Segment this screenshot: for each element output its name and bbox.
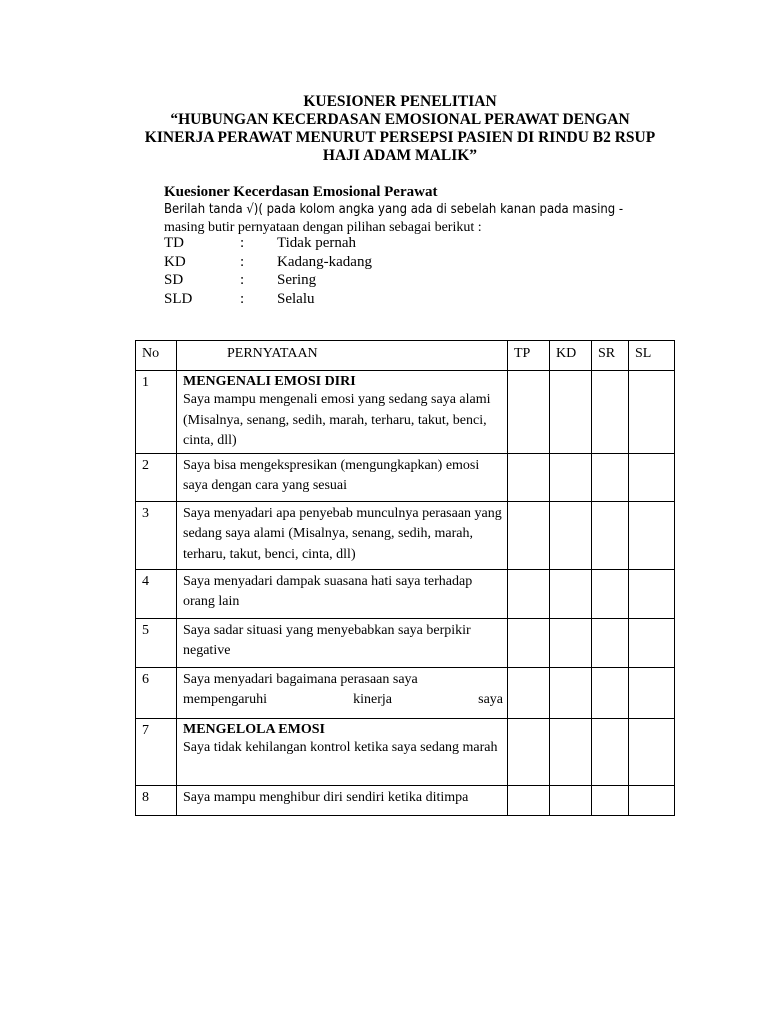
legend-code: SD (164, 272, 184, 288)
statement-cell (177, 718, 508, 785)
statement-cell (177, 371, 508, 454)
answer-cell-kd[interactable] (550, 667, 592, 718)
legend-description: Sering (277, 272, 317, 288)
answer-cell-kd[interactable] (550, 785, 592, 815)
statement-cell (177, 501, 508, 569)
statement-cell (177, 667, 508, 718)
header-statement (177, 341, 508, 371)
section-heading: MENGENALI EMOSI DIRI (183, 374, 356, 389)
answer-cell-kd[interactable] (550, 618, 592, 667)
statement-cell (177, 453, 508, 501)
legend-description: Tidak pernah (277, 235, 357, 251)
title-line-4: HAJI ADAM MALIK” (322, 147, 478, 164)
statement-text: Saya bisa mengekspresikan (mengungkapkan) emosi saya dengan cara yang sesuai (183, 457, 480, 493)
legend-separator: : (240, 290, 245, 307)
header-statement-label: PERNYATAAN (227, 346, 318, 361)
answer-cell-tp[interactable] (508, 569, 550, 618)
header-sr: SR (592, 341, 629, 371)
table-header-row (136, 341, 675, 371)
answer-cell-kd[interactable] (550, 501, 592, 569)
answer-cell-sr[interactable] (592, 667, 629, 718)
table-row (136, 718, 675, 785)
answer-cell-sr[interactable] (592, 453, 629, 501)
answer-cell-kd[interactable] (550, 371, 592, 454)
row-number: 1 (136, 371, 177, 454)
statement-text: Saya sadar situasi yang menyebabkan saya berpikir negative (183, 622, 471, 658)
legend-description: Kadang-kadang (277, 253, 372, 270)
table-row (136, 618, 675, 667)
legend-code: TD (164, 235, 184, 251)
table-row (136, 569, 675, 618)
answer-cell-kd[interactable] (550, 453, 592, 501)
row-number: 6 (136, 667, 177, 718)
legend-code: KD (164, 253, 186, 270)
answer-cell-sl[interactable] (629, 569, 675, 618)
title-line-2: “HUBUNGAN KECERDASAN EMOSIONAL PERAWAT DENGAN (170, 111, 630, 128)
statement-text: Saya mampu menghibur diri sendiri ketika ditimpa (183, 789, 469, 805)
section-heading: MENGELOLA EMOSI (183, 721, 325, 737)
header-sl: SL (629, 341, 675, 371)
statement-text: Saya menyadari dampak suasana hati saya terhadap orang lain (183, 573, 473, 609)
questionnaire-subtitle: Kuesioner Kecerdasan Emosional Perawat (164, 184, 438, 200)
statement-text: Saya tidak kehilangan kontrol ketika saya sedang marah (183, 739, 498, 755)
row-number: 5 (136, 618, 177, 667)
statement-cell (177, 569, 508, 618)
answer-cell-tp[interactable] (508, 453, 550, 501)
legend-separator: : (240, 235, 245, 251)
answer-cell-tp[interactable] (508, 718, 550, 785)
answer-cell-sl[interactable] (629, 618, 675, 667)
title-line-1: KUESIONER PENELITIAN (303, 93, 497, 110)
answer-cell-sl[interactable] (629, 785, 675, 815)
statement-text: Saya mampu mengenali emosi yang sedang saya alami (Misalnya, senang, sedih, marah, terharu, takut, benci, cinta, dll) (183, 392, 491, 448)
instruction-line-2: masing butir pernyataan dengan pilihan sebagai berikut : (164, 220, 482, 235)
answer-cell-tp[interactable] (508, 785, 550, 815)
header-no: No (136, 341, 177, 371)
table-row (136, 371, 675, 454)
answer-cell-sr[interactable] (592, 371, 629, 454)
row-number: 4 (136, 569, 177, 618)
legend-code: SLD (164, 290, 193, 307)
answer-cell-sr[interactable] (592, 618, 629, 667)
answer-cell-kd[interactable] (550, 569, 592, 618)
table-row (136, 501, 675, 569)
table-row (136, 785, 675, 815)
table-row (136, 667, 675, 718)
answer-cell-tp[interactable] (508, 501, 550, 569)
answer-cell-sr[interactable] (592, 501, 629, 569)
answer-cell-tp[interactable] (508, 667, 550, 718)
table-row (136, 453, 675, 501)
title-line-3: KINERJA PERAWAT MENURUT PERSEPSI PASIEN DI RINDU B2 RSUP (144, 129, 656, 146)
statement-text: Saya menyadari bagaimana perasaan saya mempengaruhi kinerja saya (183, 671, 503, 707)
answer-cell-sl[interactable] (629, 501, 675, 569)
answer-cell-sr[interactable] (592, 718, 629, 785)
instruction-line-1: Berilah tanda √)( pada kolom angka yang ada di sebelah kanan pada masing - (164, 202, 624, 217)
legend-separator: : (240, 253, 245, 270)
answer-cell-sr[interactable] (592, 569, 629, 618)
answer-cell-sl[interactable] (629, 667, 675, 718)
document-title (130, 93, 670, 165)
answer-cell-tp[interactable] (508, 618, 550, 667)
answer-cell-sl[interactable] (629, 718, 675, 785)
row-number: 2 (136, 453, 177, 501)
row-number: 7 (136, 718, 177, 785)
answer-cell-tp[interactable] (508, 371, 550, 454)
header-kd: KD (550, 341, 592, 371)
legend-separator: : (240, 272, 245, 288)
statement-cell (177, 785, 508, 815)
row-number: 8 (136, 785, 177, 815)
intro-section (164, 183, 674, 237)
answer-cell-sl[interactable] (629, 453, 675, 501)
questionnaire-table (135, 340, 675, 816)
answer-cell-kd[interactable] (550, 718, 592, 785)
answer-cell-sr[interactable] (592, 785, 629, 815)
statement-cell (177, 618, 508, 667)
answer-cell-sl[interactable] (629, 371, 675, 454)
legend-description: Selalu (277, 290, 315, 307)
header-tp: TP (508, 341, 550, 371)
row-number: 3 (136, 501, 177, 569)
statement-text: Saya menyadari apa penyebab munculnya perasaan yang sedang saya alami (Misalnya, senang, sedih, marah, terharu, takut, benci, cinta, dll) (183, 505, 502, 562)
